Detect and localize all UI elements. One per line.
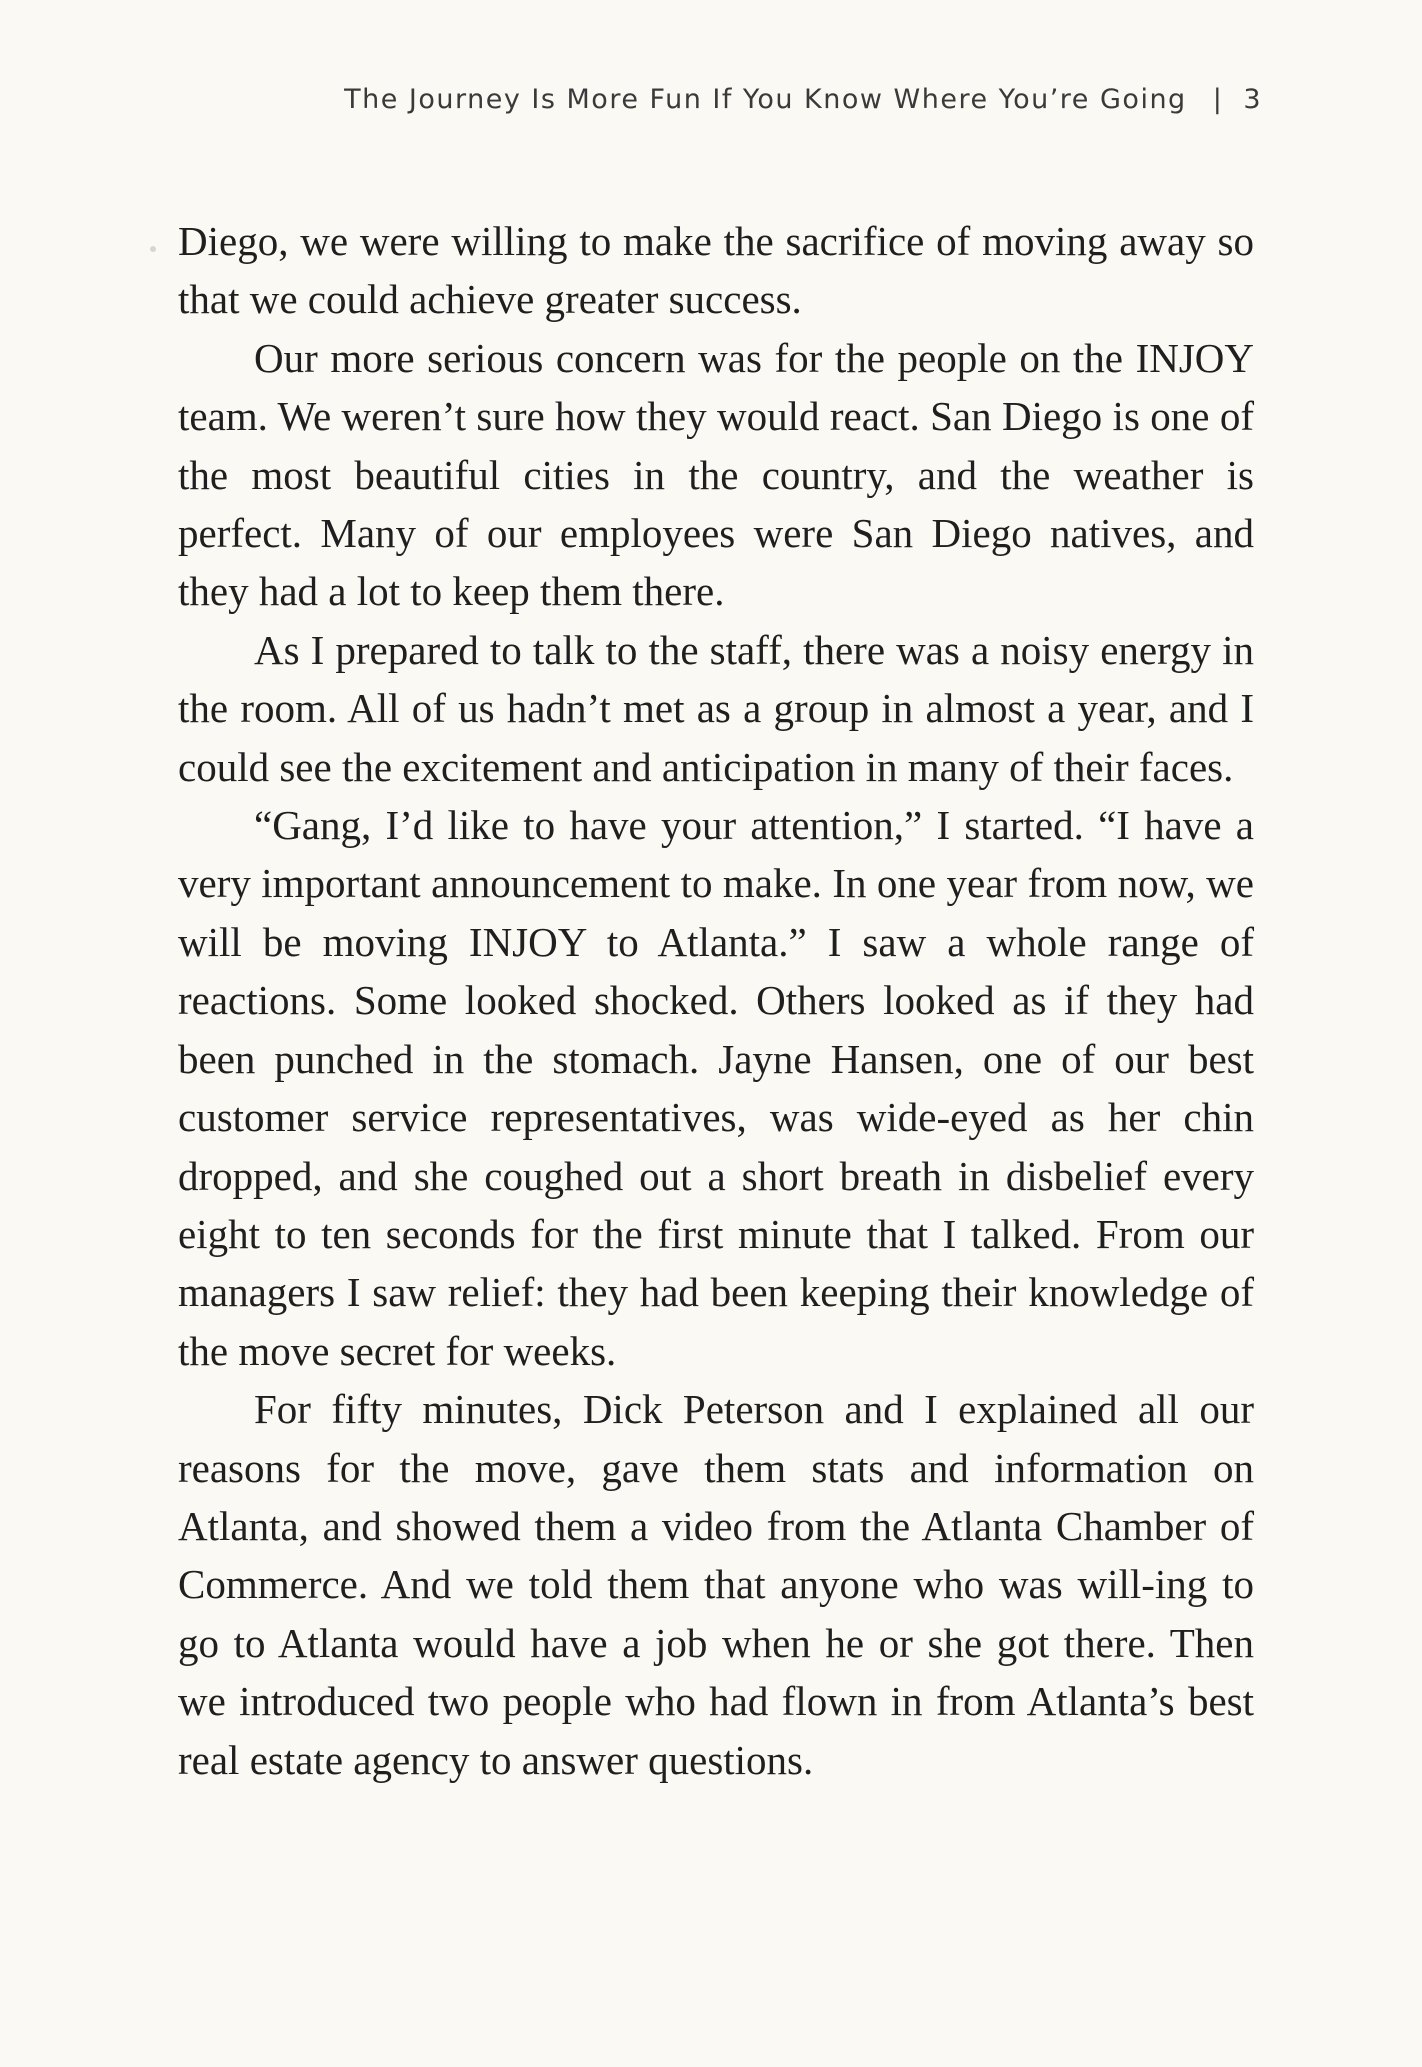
running-head	[180, 84, 1262, 128]
page-number: 3	[1243, 84, 1262, 115]
paragraph-4: “Gang, I’d like to have your attention,” I started. “I have a very important announcement to make. In one year from now, we will be moving INJOY to Atlanta.” I saw a whole range of reactions. Some looked shocked. Others looked as if they had been punched in the stomach. Jayne Hansen, one of our best customer service representatives, was wide-eyed as her chin dropped, and she coughed out a short breath in disbelief every eight to ten seconds for the first minute that I talked. From our managers I saw relief: they had been keeping their knowledge of the move secret for weeks.	[178, 802, 1254, 1374]
paragraph-1: Diego, we were willing to make the sacrifice of moving away so that we could achieve greater success.	[178, 218, 1254, 323]
chapter-title: The Journey Is More Fun If You Know Where You’re Going	[344, 84, 1187, 115]
paragraph-5: For fifty minutes, Dick Peterson and I explained all our reasons for the move, gave them stats and information on Atlanta, and showed them a video from the Atlanta Chamber of Commerce. And we told them that anyone who was will-ing to go to Atlanta would have a job when he or she got there. Then we introduced two people who had flown in from Atlanta’s best real estate agency to answer questions.	[178, 1386, 1254, 1783]
paper-speck	[150, 246, 156, 252]
paragraph-2: Our more serious concern was for the people on the INJOY team. We weren’t sure how they would react. San Diego is one of the most beautiful cities in the country, and the weather is perfect. Many of our employees were San Diego natives, and they had a lot to keep them there.	[178, 334, 1254, 615]
header-separator: |	[1212, 84, 1224, 115]
paragraph-3: As I prepared to talk to the staff, there was a noisy energy in the room. All of us hadn’t met as a group in almost a year, and I could see the excitement and anticipation in many of their faces.	[178, 626, 1254, 790]
body-text	[178, 212, 1254, 1789]
